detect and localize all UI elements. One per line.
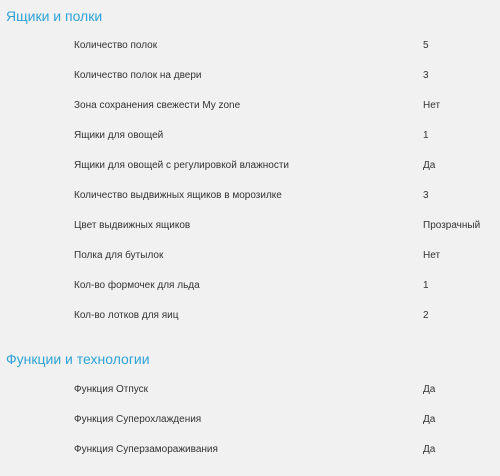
spec-value: 1 <box>423 130 429 141</box>
spec-value: Нет <box>423 250 441 261</box>
spec-label: Зона сохранения свежести My zone <box>74 100 241 111</box>
spec-label: Количество выдвижных ящиков в морозилке <box>74 190 282 201</box>
spec-row-superfreeze-function <box>0 435 500 465</box>
spec-row-vacation-function <box>0 375 500 405</box>
spec-label: Количество полок на двери <box>74 70 202 81</box>
spec-label: Кол-во формочек для льда <box>74 280 200 291</box>
spec-label: Полка для бутылок <box>74 250 164 261</box>
spec-row-shelves-count <box>0 31 500 61</box>
spec-label: Ящики для овощей <box>74 130 164 141</box>
section-title-shelves-drawers: Ящики и полки <box>6 8 103 24</box>
spec-label: Количество полок <box>74 40 158 51</box>
spec-value: 2 <box>423 310 429 321</box>
spec-label: Функция Суперзамораживания <box>74 444 218 455</box>
spec-row-drawer-color <box>0 211 500 241</box>
spec-row-ice-trays <box>0 271 500 301</box>
spec-list-functions-technologies <box>0 375 500 465</box>
spec-row-door-shelves-count <box>0 61 500 91</box>
spec-row-bottle-shelf <box>0 241 500 271</box>
spec-label: Функция Суперохлаждения <box>74 414 202 425</box>
spec-label: Кол-во лотков для яиц <box>74 310 179 321</box>
spec-label: Функция Отпуск <box>74 384 149 395</box>
spec-row-supercool-function <box>0 405 500 435</box>
spec-value: Нет <box>423 100 441 111</box>
spec-value: Прозрачный <box>423 220 481 231</box>
spec-row-egg-trays <box>0 301 500 331</box>
spec-row-freezer-drawers <box>0 181 500 211</box>
spec-value: Да <box>423 384 436 395</box>
spec-value: 3 <box>423 190 429 201</box>
spec-row-humidity-drawers <box>0 151 500 181</box>
spec-value: Да <box>423 414 436 425</box>
spec-row-vegetable-drawers <box>0 121 500 151</box>
spec-list-shelves-drawers <box>0 31 500 331</box>
spec-value: 1 <box>423 280 429 291</box>
section-title-functions-technologies: Функции и технологии <box>6 351 150 367</box>
spec-value: Да <box>423 160 436 171</box>
spec-value: 5 <box>423 40 429 51</box>
spec-label: Цвет выдвижных ящиков <box>74 220 191 231</box>
spec-label: Ящики для овощей с регулировкой влажности <box>74 160 290 171</box>
spec-value: 3 <box>423 70 429 81</box>
spec-row-my-zone <box>0 91 500 121</box>
spec-value: Да <box>423 444 436 455</box>
